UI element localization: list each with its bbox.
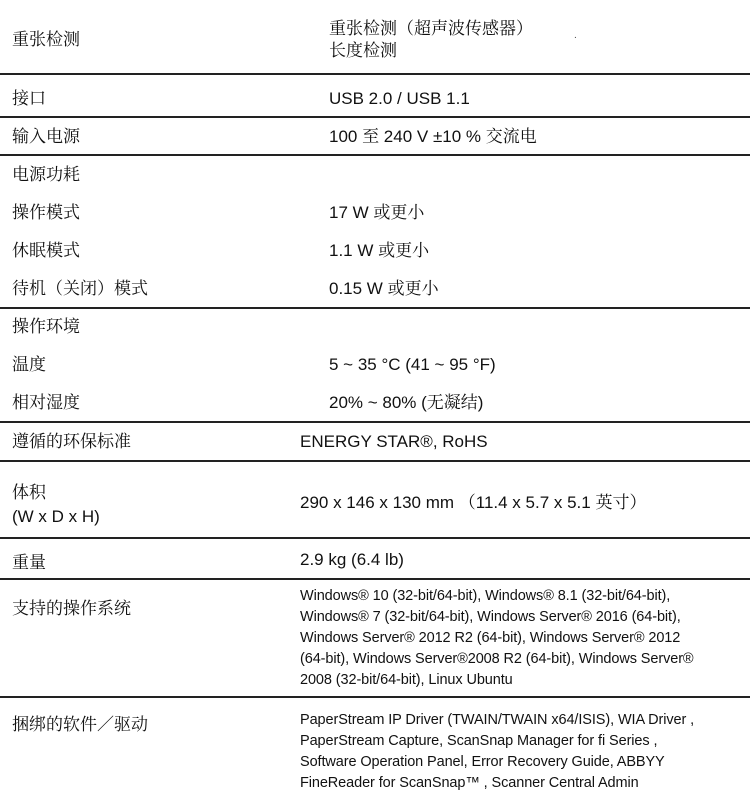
standby-mode-value: 0.15 W 或更小 bbox=[329, 279, 439, 298]
row-divider bbox=[0, 460, 750, 462]
sleep-mode-label: 休眠模式 bbox=[12, 241, 80, 260]
os-label: 支持的操作系统 bbox=[12, 599, 131, 618]
standby-mode-label: 待机（关闭）模式 bbox=[12, 279, 148, 298]
power-input-value: 100 至 240 V ±10 % 交流电 bbox=[329, 127, 537, 146]
interface-label: 接口 bbox=[12, 89, 46, 108]
compliance-label: 遵循的环保标准 bbox=[12, 432, 131, 451]
temperature-label: 温度 bbox=[12, 355, 46, 374]
power-input-label: 输入电源 bbox=[12, 127, 80, 146]
stray-dot: . bbox=[574, 30, 577, 41]
row-divider bbox=[0, 696, 750, 698]
row-divider bbox=[0, 421, 750, 423]
row-divider bbox=[0, 578, 750, 580]
software-label: 捆绑的软件／驱动 bbox=[12, 715, 148, 734]
double-feed-label: 重张检测 bbox=[12, 30, 80, 49]
interface-value: USB 2.0 / USB 1.1 bbox=[329, 89, 470, 108]
temperature-value: 5 ~ 35 °C (41 ~ 95 °F) bbox=[329, 355, 496, 374]
row-divider bbox=[0, 307, 750, 309]
row-divider bbox=[0, 116, 750, 118]
weight-label: 重量 bbox=[12, 553, 46, 572]
power-consumption-heading: 电源功耗 bbox=[12, 165, 80, 184]
operating-mode-label: 操作模式 bbox=[12, 203, 80, 222]
row-divider bbox=[0, 537, 750, 539]
row-divider bbox=[0, 73, 750, 75]
software-value: PaperStream IP Driver (TWAIN/TWAIN x64/ISIS), WIA Driver , PaperStream Capture, ScanSnap Manager for fi Series , Software Operation Panel, Error Recovery Guide, ABBYY FineReader for ScanSnap™ , Scanner Central Admin bbox=[300, 712, 695, 791]
double-feed-value: 重张检测（超声波传感器） 长度检测 bbox=[329, 19, 533, 60]
weight-value: 2.9 kg (6.4 lb) bbox=[300, 550, 404, 569]
humidity-label: 相对湿度 bbox=[12, 393, 80, 412]
compliance-value: ENERGY STAR®, RoHS bbox=[300, 432, 488, 451]
os-value: Windows® 10 (32-bit/64-bit), Windows® 8.1 (32-bit/64-bit), Windows® 7 (32-bit/64-bit), Windows Server® 2016 (64-bit), Windows Server® 2012 R2 (64-bit), Windows Server® 2012 (64-bit), Windows Server®2008 R2 (64-bit), Windows Server® 2008 (32-bit/64-bit), Linux Ubuntu bbox=[300, 588, 694, 688]
humidity-value: 20% ~ 80% (无凝结) bbox=[329, 393, 484, 412]
dimensions-value: 290 x 146 x 130 mm （11.4 x 5.7 x 5.1 英寸） bbox=[300, 493, 647, 512]
dimensions-label: 体积 (W x D x H) bbox=[12, 483, 100, 526]
operating-mode-value: 17 W 或更小 bbox=[329, 203, 425, 222]
sleep-mode-value: 1.1 W 或更小 bbox=[329, 241, 430, 260]
row-divider bbox=[0, 154, 750, 156]
operating-env-heading: 操作环境 bbox=[12, 317, 80, 336]
